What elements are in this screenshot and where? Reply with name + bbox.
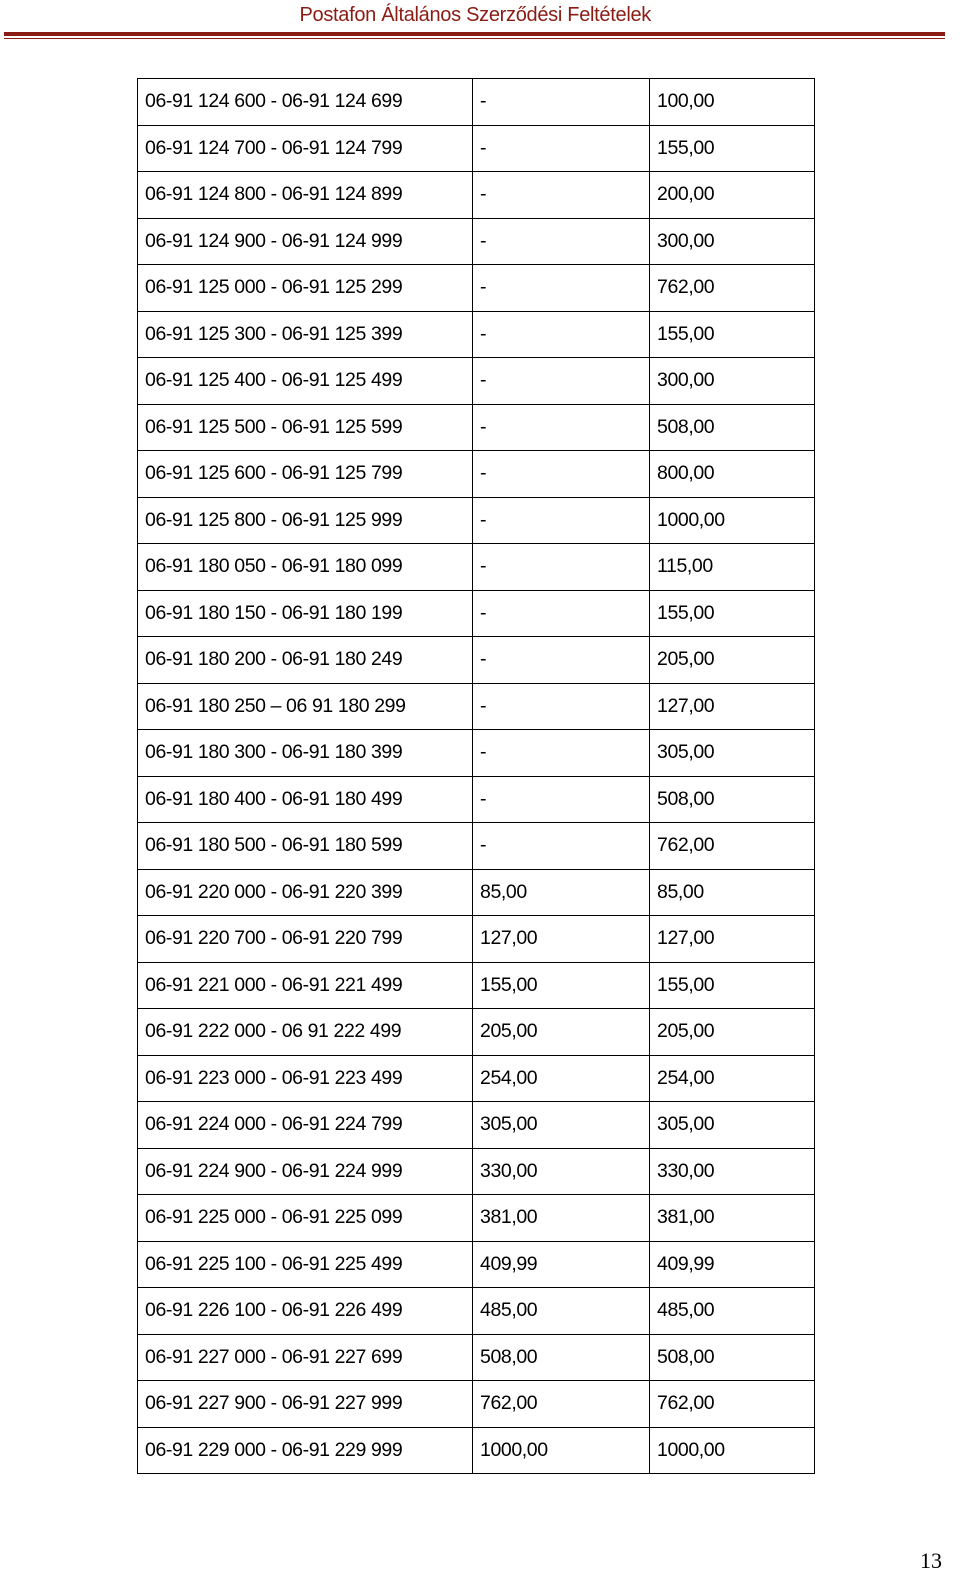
fee-cell: 330,00 [473, 1148, 650, 1195]
number-range-cell: 06-91 222 000 - 06 91 222 499 [138, 1009, 473, 1056]
table-row [138, 1148, 815, 1195]
fee-cell: 1000,00 [473, 1427, 650, 1474]
table-row [138, 358, 815, 405]
number-range-cell: 06-91 225 100 - 06-91 225 499 [138, 1241, 473, 1288]
number-range-cell: 06-91 124 900 - 06-91 124 999 [138, 218, 473, 265]
table-row [138, 1009, 815, 1056]
table-row [138, 776, 815, 823]
price-cell: 409,99 [650, 1241, 815, 1288]
number-range-cell: 06-91 180 400 - 06-91 180 499 [138, 776, 473, 823]
header-rule-thick [4, 32, 945, 36]
table-row [138, 637, 815, 684]
number-range-cell: 06-91 225 000 - 06-91 225 099 [138, 1195, 473, 1242]
table-row [138, 404, 815, 451]
table-row [138, 1427, 815, 1474]
price-cell: 155,00 [650, 590, 815, 637]
header-rule-thin [4, 38, 945, 39]
number-range-cell: 06-91 224 900 - 06-91 224 999 [138, 1148, 473, 1195]
price-cell: 508,00 [650, 1334, 815, 1381]
table-row [138, 265, 815, 312]
fee-cell: 508,00 [473, 1334, 650, 1381]
price-cell: 305,00 [650, 1102, 815, 1149]
number-range-cell: 06-91 223 000 - 06-91 223 499 [138, 1055, 473, 1102]
number-range-cell: 06-91 180 500 - 06-91 180 599 [138, 823, 473, 870]
table-row [138, 79, 815, 126]
fee-cell: 762,00 [473, 1381, 650, 1428]
price-cell: 300,00 [650, 358, 815, 405]
fee-cell: - [473, 497, 650, 544]
table-row [138, 1241, 815, 1288]
number-range-cell: 06-91 180 200 - 06-91 180 249 [138, 637, 473, 684]
table-row [138, 683, 815, 730]
fee-cell: - [473, 451, 650, 498]
fee-cell: - [473, 125, 650, 172]
fee-cell: 85,00 [473, 869, 650, 916]
number-range-cell: 06-91 224 000 - 06-91 224 799 [138, 1102, 473, 1149]
price-cell: 330,00 [650, 1148, 815, 1195]
number-range-cell: 06-91 124 800 - 06-91 124 899 [138, 172, 473, 219]
price-cell: 155,00 [650, 125, 815, 172]
fee-cell: - [473, 637, 650, 684]
price-cell: 127,00 [650, 683, 815, 730]
number-range-cell: 06-91 125 800 - 06-91 125 999 [138, 497, 473, 544]
table-row [138, 451, 815, 498]
table-row [138, 730, 815, 777]
number-range-cell: 06-91 227 900 - 06-91 227 999 [138, 1381, 473, 1428]
number-range-cell: 06-91 125 400 - 06-91 125 499 [138, 358, 473, 405]
fee-cell: 305,00 [473, 1102, 650, 1149]
price-cell: 85,00 [650, 869, 815, 916]
price-cell: 254,00 [650, 1055, 815, 1102]
table-row [138, 1334, 815, 1381]
page-number: 13 [920, 1548, 942, 1573]
price-cell: 1000,00 [650, 1427, 815, 1474]
price-cell: 762,00 [650, 823, 815, 870]
fee-cell: - [473, 79, 650, 126]
fee-cell: - [473, 823, 650, 870]
fee-cell: 381,00 [473, 1195, 650, 1242]
price-cell: 300,00 [650, 218, 815, 265]
price-cell: 1000,00 [650, 497, 815, 544]
fee-cell: 155,00 [473, 962, 650, 1009]
tariff-table-body [138, 79, 815, 1474]
table-row [138, 823, 815, 870]
header-title: Postafon Általános Szerződési Feltételek [299, 4, 651, 26]
number-range-cell: 06-91 180 250 – 06 91 180 299 [138, 683, 473, 730]
number-range-cell: 06-91 227 000 - 06-91 227 699 [138, 1334, 473, 1381]
table-row [138, 497, 815, 544]
table-row [138, 544, 815, 591]
number-range-cell: 06-91 125 000 - 06-91 125 299 [138, 265, 473, 312]
number-range-cell: 06-91 229 000 - 06-91 229 999 [138, 1427, 473, 1474]
fee-cell: - [473, 172, 650, 219]
table-row [138, 1288, 815, 1335]
number-range-cell: 06-91 180 150 - 06-91 180 199 [138, 590, 473, 637]
table-row [138, 869, 815, 916]
price-cell: 127,00 [650, 916, 815, 963]
number-range-cell: 06-91 221 000 - 06-91 221 499 [138, 962, 473, 1009]
table-row [138, 311, 815, 358]
price-cell: 381,00 [650, 1195, 815, 1242]
fee-cell: - [473, 683, 650, 730]
price-cell: 155,00 [650, 962, 815, 1009]
fee-cell: 485,00 [473, 1288, 650, 1335]
price-cell: 485,00 [650, 1288, 815, 1335]
fee-cell: - [473, 218, 650, 265]
table-row [138, 1055, 815, 1102]
price-cell: 508,00 [650, 404, 815, 451]
table-row [138, 916, 815, 963]
number-range-cell: 06-91 180 300 - 06-91 180 399 [138, 730, 473, 777]
page-header [0, 0, 945, 40]
price-cell: 205,00 [650, 1009, 815, 1056]
fee-cell: - [473, 265, 650, 312]
price-cell: 800,00 [650, 451, 815, 498]
price-cell: 762,00 [650, 1381, 815, 1428]
fee-cell: 205,00 [473, 1009, 650, 1056]
table-row [138, 962, 815, 1009]
number-range-cell: 06-91 226 100 - 06-91 226 499 [138, 1288, 473, 1335]
table-row [138, 590, 815, 637]
table-row [138, 125, 815, 172]
fee-cell: 409,99 [473, 1241, 650, 1288]
fee-cell: - [473, 311, 650, 358]
number-range-cell: 06-91 220 000 - 06-91 220 399 [138, 869, 473, 916]
fee-cell: - [473, 730, 650, 777]
fee-cell: - [473, 404, 650, 451]
fee-cell: 127,00 [473, 916, 650, 963]
table-row [138, 1195, 815, 1242]
table-row [138, 1102, 815, 1149]
price-cell: 115,00 [650, 544, 815, 591]
price-cell: 762,00 [650, 265, 815, 312]
price-cell: 100,00 [650, 79, 815, 126]
table-row [138, 1381, 815, 1428]
tariff-table [137, 78, 815, 1474]
number-range-cell: 06-91 180 050 - 06-91 180 099 [138, 544, 473, 591]
fee-cell: - [473, 544, 650, 591]
number-range-cell: 06-91 124 700 - 06-91 124 799 [138, 125, 473, 172]
fee-cell: - [473, 590, 650, 637]
number-range-cell: 06-91 125 600 - 06-91 125 799 [138, 451, 473, 498]
price-cell: 508,00 [650, 776, 815, 823]
number-range-cell: 06-91 125 300 - 06-91 125 399 [138, 311, 473, 358]
number-range-cell: 06-91 125 500 - 06-91 125 599 [138, 404, 473, 451]
price-cell: 305,00 [650, 730, 815, 777]
fee-cell: 254,00 [473, 1055, 650, 1102]
number-range-cell: 06-91 220 700 - 06-91 220 799 [138, 916, 473, 963]
table-row [138, 218, 815, 265]
price-cell: 155,00 [650, 311, 815, 358]
fee-cell: - [473, 358, 650, 405]
table-row [138, 172, 815, 219]
price-cell: 200,00 [650, 172, 815, 219]
fee-cell: - [473, 776, 650, 823]
number-range-cell: 06-91 124 600 - 06-91 124 699 [138, 79, 473, 126]
price-cell: 205,00 [650, 637, 815, 684]
